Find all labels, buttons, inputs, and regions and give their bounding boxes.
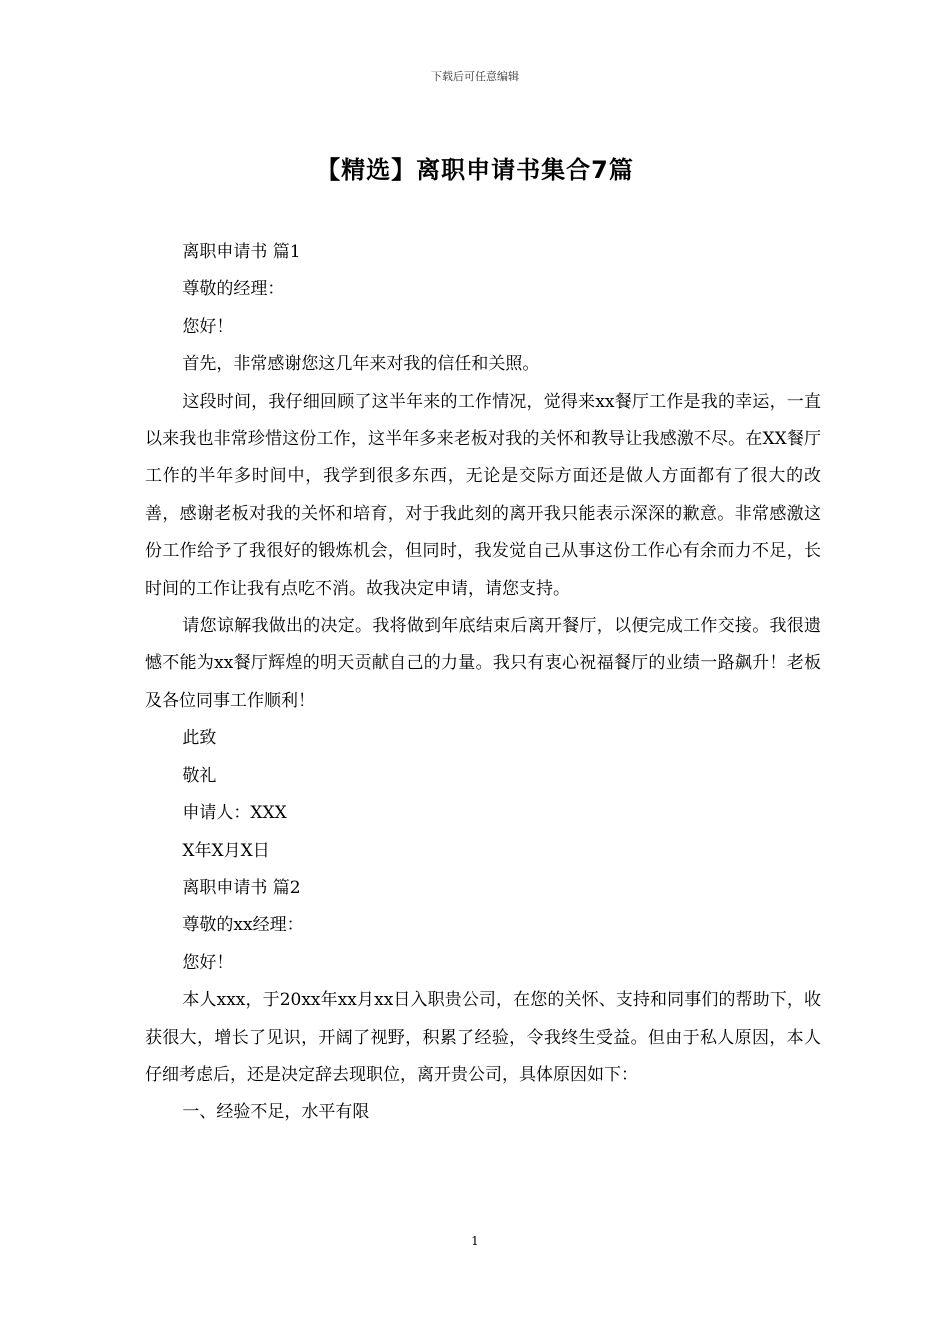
closing: 此致 [182, 728, 217, 749]
signature-applicant: 申请人：XXX [182, 803, 287, 824]
section-heading: 离职申请书 篇1 [182, 242, 301, 262]
salutation: 尊敬的xx经理： [182, 915, 304, 936]
paragraph: 首先，非常感谢您这几年来对我的信任和关照。 [182, 354, 540, 375]
greeting: 您好！ [182, 316, 234, 337]
signature-date: X年X月X日 [182, 840, 270, 861]
document-body [145, 234, 821, 1132]
paragraph: 这段时间，我仔细回顾了这半年来的工作情况，觉得来xx餐厅工作是我的幸运，一直以来我也非常珍惜这份工作，这半年多来老板对我的关怀和教导让我感激不尽。在XX餐厅工作的半年多时间中，我学到很多东西，无论是交际方面还是做人方面都有了很大的改善，感谢老板对我的关怀和培育，对于我此刻的离开我只能表示深深的歉意。非常感激这份工作给予了我很好的锻炼机会，但同时，我发觉自己从事这份工作心有余而力不足，长时间的工作让我有点吃不消。故我决定申请，请您支持。 [145, 391, 821, 599]
paragraph: 请您谅解我做出的决定。我将做到年底结束后离开餐厅，以便完成工作交接。我很遗憾不能为xx餐厅辉煌的明天贡献自己的力量。我只有衷心祝福餐厅的业绩一路飙升！老板及各位同事工作顺利！ [145, 616, 821, 711]
page-number: 1 [471, 1234, 479, 1248]
list-heading: 一、经验不足，水平有限 [182, 1102, 370, 1123]
salutation: 尊敬的经理： [182, 279, 285, 300]
paragraph: 本人xxx，于20xx年xx月xx日入职贵公司，在您的关怀、支持和同事们的帮助下，收获很大，增长了见识，开阔了视野，积累了经验，令我终生受益。但由于私人原因，本人仔细考虑后，还是决定辞去现职位，离开贵公司，具体原因如下： [145, 990, 821, 1085]
closing: 敬礼 [182, 765, 217, 786]
document-title: 【精选】离职申请书集合7篇 [316, 156, 634, 184]
section-heading: 离职申请书 篇2 [182, 877, 301, 898]
greeting: 您好！ [182, 952, 234, 973]
header-note: 下载后可任意编辑 [431, 70, 519, 83]
